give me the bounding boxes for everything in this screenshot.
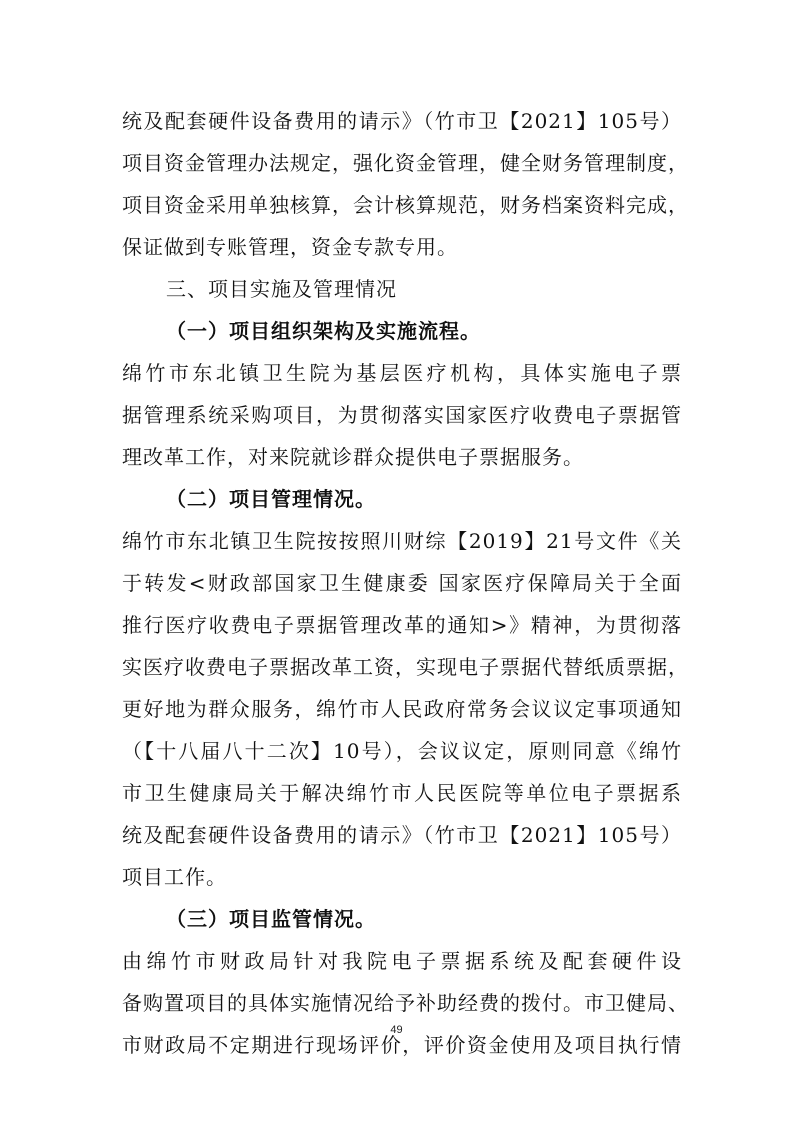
body-line: 更好地为群众服务，绵竹市人民政府常务会议议定事项通知 bbox=[122, 697, 682, 721]
subsection-heading: （一）项目组织架构及实施流程。 bbox=[166, 319, 481, 343]
page-number: 49 bbox=[390, 1024, 403, 1036]
body-line: 据管理系统采购项目，为贯彻落实国家医疗收费电子票据管 bbox=[122, 403, 682, 427]
subsection-heading: （三）项目监管情况。 bbox=[166, 907, 376, 931]
body-line: 项目资金采用单独核算，会计核算规范，财务档案资料完成， bbox=[122, 193, 689, 217]
body-line: 项目工作。 bbox=[122, 865, 227, 889]
body-line: 市财政局不定期进行现场评价，评价资金使用及项目执行情 bbox=[122, 1033, 682, 1057]
body-line: 统及配套硬件设备费用的请示》（竹市卫【2021】105号） bbox=[122, 109, 682, 133]
body-line: 绵竹市东北镇卫生院按按照川财综【2019】21号文件《关 bbox=[122, 529, 682, 553]
body-line: 统及配套硬件设备费用的请示》（竹市卫【2021】105号） bbox=[122, 823, 682, 847]
body-line: 理改革工作，对来院就诊群众提供电子票据服务。 bbox=[122, 445, 584, 469]
section-heading: 三、项目实施及管理情况 bbox=[166, 277, 397, 301]
body-line: 绵竹市东北镇卫生院为基层医疗机构，具体实施电子票 bbox=[122, 361, 682, 385]
body-line: 于转发<财政部国家卫生健康委 国家医疗保障局关于全面 bbox=[122, 571, 682, 595]
body-line: （【十八届八十二次】10号），会议议定，原则同意《绵竹 bbox=[122, 739, 682, 763]
body-line: 市卫生健康局关于解决绵竹市人民医院等单位电子票据系 bbox=[122, 781, 682, 805]
body-line: 由绵竹市财政局针对我院电子票据系统及配套硬件设 bbox=[122, 949, 682, 973]
body-line: 保证做到专账管理，资金专款专用。 bbox=[122, 235, 458, 259]
body-line: 备购置项目的具体实施情况给予补助经费的拨付。市卫健局、 bbox=[122, 991, 689, 1015]
subsection-heading: （二）项目管理情况。 bbox=[166, 487, 376, 511]
body-line: 实医疗收费电子票据改革工资，实现电子票据代替纸质票据， bbox=[122, 655, 689, 679]
body-line: 项目资金管理办法规定，强化资金管理，健全财务管理制度， bbox=[122, 151, 689, 175]
body-line: 推行医疗收费电子票据管理改革的通知>》精神，为贯彻落 bbox=[122, 613, 682, 637]
